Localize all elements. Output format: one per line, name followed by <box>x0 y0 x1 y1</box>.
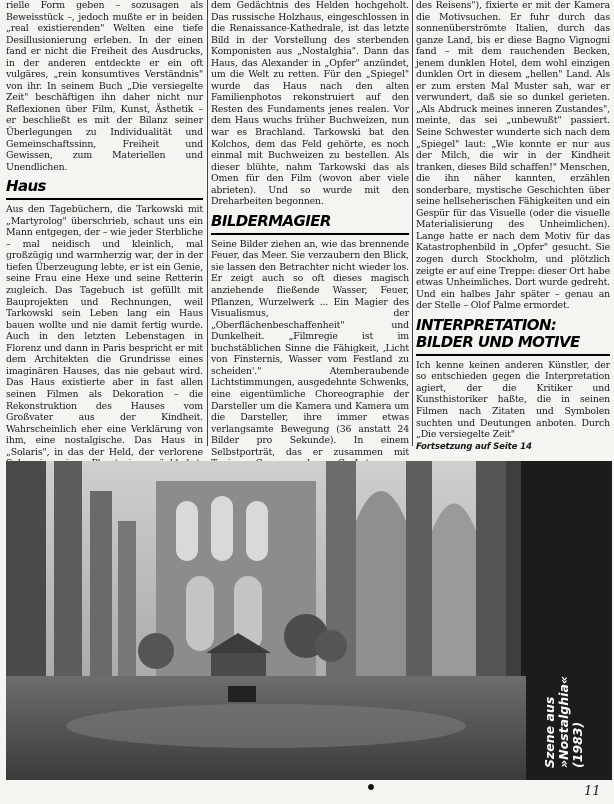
ruined-abbey-illustration <box>6 461 612 780</box>
photo-caption <box>543 608 605 768</box>
heading-rule <box>416 354 610 356</box>
caption-line: (1983) <box>570 721 585 768</box>
column-3 <box>416 0 610 453</box>
section-heading: BILDERMAGIER <box>211 211 331 230</box>
column-1 <box>6 0 203 493</box>
paragraph: des Reisens"), fixierte er mit der Kamera die Motivsuchen. Er fuhr durch das sonnenüberströmte Italien, durch das ganze Land, bis er diese Bagno Vignogni fand – mit dem rauchenden Becken, jenem dunklen Hotel, dem wohl einzigen dunklen Ort in diesem „hellen" Land. Als er zum ersten Mal Muster sah, war er verwundert, daß sie so dunkel gerieten. „Als Abdruck meines inneren Zustandes", meinte, das sei „unbewußt" passiert. Seine Schwester wunderte sich nach dem „Spiegel" laut: „Wie konnte er nur aus der Milch, die wir in der Kindheit tranken, dieses Bild schaffen!" Menschen, die ihn näher kannten, erzählen sonderbare, mystische Geschichten über seine hellseherischen Fähigkeiten und ein Gespür für das Visuelle (oder die visuelle Materialisierung des Unheimlichen). Lange hatte er nach dem Motiv für das Katastrophenbild in „Opfer" gesucht. Sie zogen durch Stockholm, und plötzlich zeigte er auf eine Treppe: dieser Ort habe etwas Unheimliches. Dort wurde gedreht. Und ein halbes Jahr später – genau an der Stelle – Olof Palme ermordet. <box>416 0 610 312</box>
continuation-note: Fortsetzung auf Seite 14 <box>416 441 532 452</box>
section-heading: Haus <box>6 177 46 196</box>
page-number: 11 <box>584 784 601 799</box>
bullet-dot <box>368 784 374 790</box>
heading-rule <box>211 233 409 235</box>
heading-rule <box>6 198 203 200</box>
column-2 <box>211 0 409 481</box>
paragraph: rielle Form geben – sozusagen als Beweisstück –, jedoch mußte er in beiden „real existierenden" Welten eine tiefe Desillusionierung erleben. In der einen fand er nicht die Freiheit des Ausdrucks, in der anderen entdeckte er ein oft vulgäres, „rein konsumtives Verständnis" von ihr. In seinem Buch „Die versiegelte Zeit" beschäftigen ihn daher nicht nur Reflexionen über Film, Kunst, Ästhetik – er beschließt es mit der Bilanz seiner Überlegungen zu Individualität und Gemeinschaftssinn, Freiheit und Gewissen, zum Materiellen und Unendlichen. <box>6 0 203 173</box>
paragraph: Seine Bilder ziehen an, wie das brennende Feuer, das Meer. Sie verzaubern den Blick, sie lassen den Betrachter nicht wieder los. Er zeigt auch so oft dieses magisch anziehende fließende Wasser, Feuer, Pflanzen, Wurzelwerk ... Ein Magier des Visualismus, der „Oberflächenbeschaffenheit" und Dunkelheit. „Filmregie ist im buchstäblichen Sinne die Fähigkeit, ‚Licht von Finsternis, Wasser vom Festland zu scheiden'." Atemberaubende Lichtstimmungen, ausgedehnte Schwenks, eine eigentümliche Choreographie der Darsteller um die Kamera und Kamera um die Darsteller, ihre immer etwas verlangsamte Bewegung (36 anstatt 24 Bilder pro Sekunde). In einem Selbstporträt, das er zusammen mit <box>211 238 409 458</box>
column-separator <box>412 0 413 446</box>
paragraph: Aus den Tagebüchern, die Tarkowski mit „Martyrolog" überschrieb, schaut uns ein Mann entgegen, der – wie jeder Sterbliche – mal neidisch und kleinlich, mal großzügig und warmherzig war, der in der tiefen Überzeugung lebte, er ist ein Genie, seine Frau eine Hexe und seine Retterin zugleich. Das Tagebuch ist gefüllt mit Bauprojekten und Rechnungen, weil Tarkowski sein Leben lang ein Haus bauen wollte und nie damit fertig wurde. Auch in den letzten Lebenstagen in Florenz und dann in Paris bespricht er mit dem Architekten die Grundrisse eines imaginären Hauses, das nie gebaut wird. Das Haus existierte aber in fast allen seinen Filmen als Dekoration – die Rekonstruktion des Hauses vom Großvater aus der Kindheit. Wahrscheinlich eher eine Verklärung von ihm, eine nostalgische. Das Haus in „Solaris", in das der Held, der verlorene <box>6 204 203 458</box>
film-still-photo <box>6 461 612 780</box>
paragraph: dem Gedächtnis des Helden hochgeholt. Das russische Holzhaus, eingeschlossen in die Renaissance-Kathedrale, ist das letzte Bild in der Vorstellung des sterbenden Komponisten aus „Nostalghia". Dann das Haus, das Alexander in „Opfer" anzündet, um die Welt zu retten. Für den „Spiegel" wurde das Haus nach den alten Familienphotos rekonstruiert auf den Resten des Fundaments jenes realen. Vor dem Haus wuchs früher Buchweizen, nun war es Brachland. Tarkowski bat den Kolchos, dem das Feld gehörte, es noch einmal mit Buchweizen zu bestellen. Als dieser blühte, nahm Tarkowski das als Omen für den Film (wovon aber viele abrieten). Und so wurde mit den Dreharbeiten begonnen. <box>211 0 409 208</box>
column-separator <box>207 0 208 446</box>
caption-line: Szene aus <box>542 696 557 768</box>
caption-line: »Nostalghia« <box>556 676 571 768</box>
section-heading: INTERPRETATION: BILDER UND MOTIVE <box>416 315 580 351</box>
paragraph: Ich kenne keinen anderen Künstler, der so entschieden gegen die Interpretation agiert, der die Kritiker und Kunsthistoriker haßte, die in seinen Filmen nach Zitaten und Symbolen suchten und Deutungen anboten. Durch „Die versiegelte Zeit" <box>416 359 610 441</box>
